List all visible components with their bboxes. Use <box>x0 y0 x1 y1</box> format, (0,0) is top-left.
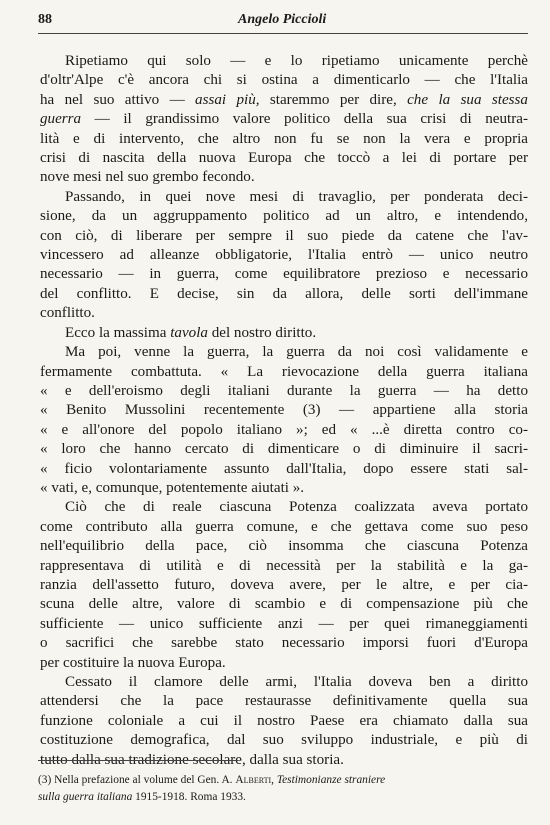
text-line <box>40 52 528 71</box>
text-line <box>40 654 528 673</box>
text-run: necessario — in guerra, come equilibratore prezioso e necessario <box>40 266 528 283</box>
footnote-line <box>38 772 528 789</box>
text-run: o sacrifici che sarebbe stato necessario imporsi fuori d'Europa <box>40 635 528 652</box>
text-run: Passando, in quei nove mesi di travaglio, per ponderata deci- <box>65 188 528 205</box>
text-run: attendersi che la pace restaurasse definitivamente quella sua <box>40 693 528 710</box>
text-line <box>40 518 528 537</box>
text-line <box>40 265 528 284</box>
text-line <box>40 207 528 226</box>
text-run: Ecco la massima <box>65 324 171 341</box>
text-run: sufficiente — unico sufficiente anzi — per quei rimaneggiamenti <box>40 615 528 632</box>
text-line <box>40 595 528 614</box>
small-caps-text: Alberti <box>235 774 272 786</box>
text-run: crisi di nascita della nuova Europa che toccò a lei di portare per <box>40 150 528 167</box>
text-line <box>40 285 528 304</box>
text-line <box>40 673 528 692</box>
text-run: « e all'onore del popolo italiano »; ed « ...è diretta contro co- <box>40 421 528 438</box>
text-run: « Benito Mussolini recentemente (3) — appartiene alla storia <box>40 402 528 419</box>
text-line <box>40 615 528 634</box>
text-line <box>40 343 528 362</box>
text-run: nove mesi nel suo grembo fecondo. <box>40 169 255 186</box>
text-run: conflitto. <box>40 305 95 322</box>
text-run: staremmo per dire, <box>259 91 408 108</box>
text-run: sione, da un aggruppamento politico ad un altro, e intendendo, <box>40 208 528 225</box>
text-run: d'oltr'Alpe c'è ancora chi si ostina a dimenticarlo — che l'Italia <box>40 72 528 89</box>
text-line <box>40 537 528 556</box>
italic-text: che la sua stessa <box>407 91 528 108</box>
text-line <box>40 71 528 90</box>
text-run: Ripetiamo qui solo — e lo ripetiamo unicamente perchè <box>65 53 528 69</box>
text-run: funzione coloniale a cui il nostro Paese era chiamato dalla sua <box>40 712 528 729</box>
footnote-line <box>38 789 528 806</box>
text-run: ranzia dell'assetto futuro, doveva avere, per le altre, e per cia- <box>40 576 528 593</box>
footnote-rule <box>38 760 238 761</box>
text-line <box>40 440 528 459</box>
text-run: fermamente combattuta. « La rievocazione della guerra italiana <box>40 363 528 380</box>
text-line <box>40 731 528 750</box>
text-run: nell'equilibrio della pace, ciò insomma che ciascuna Potenza <box>40 538 528 555</box>
text-run: scuna delle altre, valore di scambio e di compensazione più che <box>40 596 528 613</box>
text-run: con ciò, di liberare per sempre il suo piede da catene che l'av- <box>40 227 528 244</box>
italic-text: guerra <box>40 111 82 128</box>
text-run: (3) Nella prefazione al volume del Gen. A. <box>38 774 236 786</box>
text-run: « e dell'eroismo degli italiani durante la guerra — ha detto <box>40 382 528 399</box>
italic-text: sulla guerra italiana <box>38 791 133 803</box>
text-run: rappresentava di utilità e di necessità per la stabilità e la ga- <box>40 557 528 574</box>
text-line <box>40 227 528 246</box>
text-line <box>40 304 528 323</box>
text-run: — il grandissimo valore politico della sua crisi di neutra- <box>81 111 528 128</box>
text-line <box>40 130 528 149</box>
text-line <box>40 382 528 401</box>
text-line <box>40 498 528 517</box>
text-run: del nostro diritto. <box>207 324 317 341</box>
page-header <box>38 12 528 34</box>
text-line <box>40 692 528 711</box>
text-line <box>40 576 528 595</box>
text-run: « vati, e, comunque, potentemente aiutati ». <box>40 479 305 496</box>
header-rule <box>38 33 528 34</box>
text-line <box>40 460 528 479</box>
text-run: , <box>271 774 277 786</box>
text-run: del conflitto. E decise, sin da allora, delle sorti dell'immane <box>40 285 528 302</box>
text-run: come contributo alla guerra comune, e che gettava come suo peso <box>40 518 528 535</box>
text-line <box>40 712 528 731</box>
running-title: Angelo Piccioli <box>238 12 327 27</box>
text-line <box>40 363 528 382</box>
text-line <box>40 479 528 498</box>
text-line <box>40 421 528 440</box>
text-run: 1915-1918. Roma 1933. <box>132 791 246 803</box>
text-run: Ciò che di reale ciascuna Potenza coalizzata aveva portato <box>65 499 528 516</box>
text-run: Cessato il clamore delle armi, l'Italia doveva ben a diritto <box>65 674 528 690</box>
italic-text: Testimonianze straniere <box>276 774 386 786</box>
text-line <box>40 401 528 420</box>
text-line <box>40 557 528 576</box>
text-line <box>40 634 528 653</box>
text-run: per costituire la nuova Europa. <box>40 654 226 671</box>
text-run: « loro che hanno cercato di dimenticare o di diminuire il sacri- <box>40 441 528 458</box>
text-run: Ma poi, venne la guerra, la guerra da noi così validamente e <box>65 344 528 361</box>
footnote <box>38 772 528 806</box>
text-line <box>40 168 528 187</box>
italic-text: tavola <box>170 324 208 341</box>
text-run: « ficio volontariamente assunto dall'Italia, dopo essere stati sal- <box>40 460 528 477</box>
text-run: lità e di intervento, che altro non fu se non la vera e propria <box>40 130 528 147</box>
page-number: 88 <box>38 12 52 27</box>
text-line <box>40 246 528 265</box>
text-line <box>40 149 528 168</box>
body-text <box>40 52 528 770</box>
text-run: costituzione demografica, dal suo sviluppo industriale, e più di <box>40 732 528 749</box>
text-run: tutto dalla sua tradizione secolare, dalla sua storia. <box>40 751 344 768</box>
italic-text: assai più, <box>195 91 260 108</box>
text-run: ha nel suo attivo — <box>40 91 196 108</box>
text-line <box>40 110 528 129</box>
text-line <box>40 91 528 110</box>
text-line <box>40 324 528 343</box>
text-run: vincessero ad alleanze obbligatorie, l'Italia entrò — unico neutro <box>40 247 528 264</box>
text-line <box>40 188 528 207</box>
